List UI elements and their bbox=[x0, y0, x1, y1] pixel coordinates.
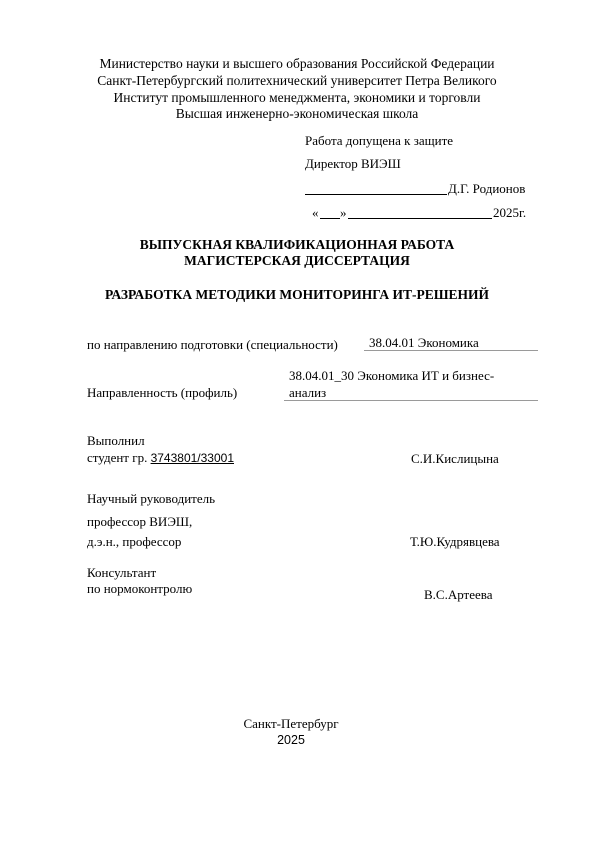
consultant-label: Консультант bbox=[87, 565, 157, 580]
thesis-topic: РАЗРАБОТКА МЕТОДИКИ МОНИТОРИНГА ИТ-РЕШЕНИЙ bbox=[104, 287, 490, 302]
consultant-role: по нормоконтролю bbox=[87, 581, 193, 596]
footer-city: Санкт-Петербург bbox=[243, 716, 339, 731]
director-title: Директор ВИЭШ bbox=[305, 156, 401, 171]
direction-label: по направлению подготовки (специальности) bbox=[87, 337, 338, 352]
director-signature-line bbox=[305, 194, 447, 195]
direction-value: 38.04.01 Экономика bbox=[369, 335, 479, 350]
date-open-quote: « bbox=[312, 205, 319, 220]
footer-year: 2025 bbox=[277, 733, 305, 747]
profile-value-line2: анализ bbox=[289, 385, 327, 400]
direction-underline bbox=[364, 350, 538, 351]
date-year: 2025г. bbox=[493, 205, 527, 220]
work-type-title: ВЫПУСКНАЯ КВАЛИФИКАЦИОННАЯ РАБОТА bbox=[139, 237, 455, 252]
supervisor-name: Т.Ю.Кудрявцева bbox=[410, 534, 500, 549]
school-line: Высшая инженерно-экономическая школа bbox=[175, 106, 419, 121]
supervisor-label: Научный руководитель bbox=[87, 491, 216, 506]
student-name: С.И.Кислицына bbox=[411, 451, 499, 466]
student-group-number: 3743801/33001 bbox=[150, 451, 234, 465]
student-performed-label: Выполнил bbox=[87, 433, 145, 448]
student-group-label: студент гр. bbox=[87, 450, 148, 465]
work-degree-title: МАГИСТЕРСКАЯ ДИССЕРТАЦИЯ bbox=[184, 253, 410, 268]
consultant-name: В.С.Артеева bbox=[424, 587, 493, 602]
supervisor-position: профессор ВИЭШ, bbox=[87, 514, 193, 529]
date-day-line bbox=[320, 218, 340, 219]
university-line: Санкт-Петербургский политехнический университет Петра Великого bbox=[97, 73, 497, 88]
supervisor-degree: д.э.н., профессор bbox=[87, 534, 182, 549]
profile-underline bbox=[284, 400, 538, 401]
profile-label: Направленность (профиль) bbox=[87, 385, 238, 400]
institute-line: Институт промышленного менеджмента, экономики и торговли bbox=[113, 90, 481, 105]
ministry-line: Министерство науки и высшего образования Российской Федерации bbox=[99, 56, 495, 71]
date-close-quote: » bbox=[340, 205, 347, 220]
admitted-to-defense: Работа допущена к защите bbox=[305, 133, 454, 148]
profile-value-line1: 38.04.01_30 Экономика ИТ и бизнес- bbox=[289, 368, 495, 383]
date-month-line bbox=[348, 218, 492, 219]
director-name: Д.Г. Родионов bbox=[448, 181, 526, 196]
student-group-row bbox=[87, 450, 234, 466]
